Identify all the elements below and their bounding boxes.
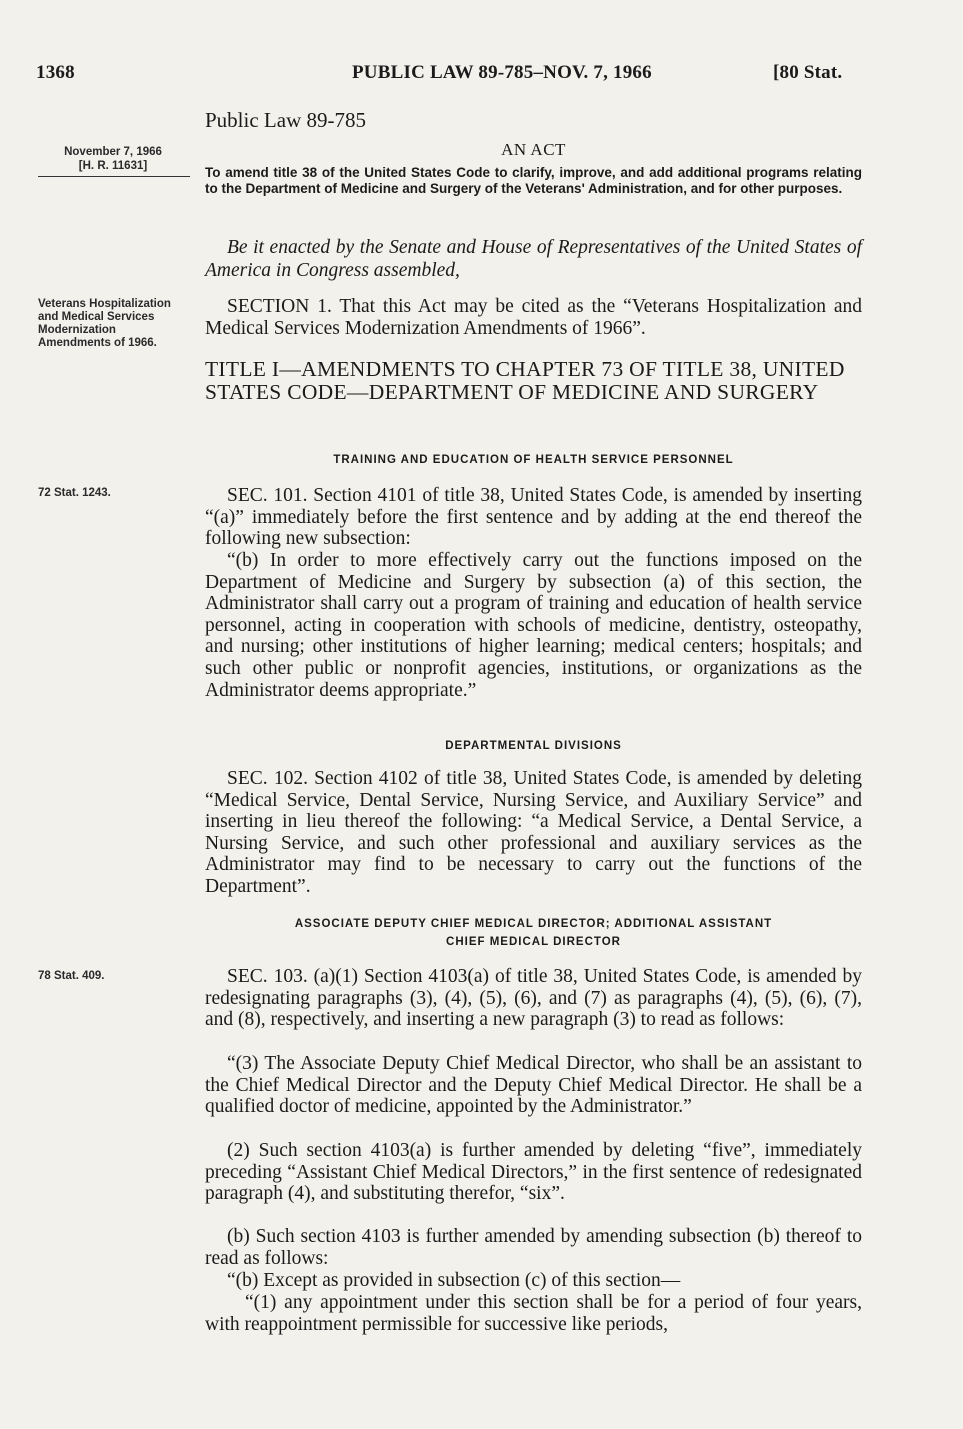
margin-stat-409: 78 Stat. 409. bbox=[38, 970, 105, 982]
sec101-subsection-b: “(b) In order to more effectively carry out the functions imposed on the Department of Medicine and Surgery by subsection (a) of this section, the Administrator shall carry out a program of training and education of health service personnel, acting in cooperation with schools of medicine, dentistry, osteopathy, and nursing; other institutions of higher learning; medical centers; hospitals; and such other public or nonprofit agencies, institutions, or organizations as the Administrator deems appropriate.” bbox=[205, 550, 862, 701]
sec103-a1-quote: “(3) The Associate Deputy Chief Medical Director, who shall be an assistant to the Chief Medical Director and the Deputy Chief Medical Director. He shall be a qualified doctor of medicine, appointed by the Administrator.” bbox=[205, 1053, 862, 1118]
margin-date: November 7, 1966 bbox=[64, 146, 162, 158]
act-heading: AN ACT bbox=[501, 140, 566, 159]
sec103-b-1: “(1) any appointment under this section shall be for a period of four years, with reappointment permissible for successive like periods, bbox=[205, 1292, 862, 1335]
margin-stat-1243: 72 Stat. 1243. bbox=[38, 487, 111, 499]
margin-short-title: Veterans Hospitalization and Medical Services Modernization Amendments of 1966. bbox=[38, 298, 171, 349]
heading-sec103-line1: ASSOCIATE DEPUTY CHIEF MEDICAL DIRECTOR; ADDITIONAL ASSISTANT bbox=[294, 918, 773, 930]
margin-bill: [H. R. 11631] bbox=[78, 160, 148, 172]
sec101-intro: SEC. 101. Section 4101 of title 38, United States Code, is amended by inserting “(a)” immediately before the first sentence and by adding at the end thereof the following new subsection: bbox=[205, 485, 862, 550]
heading-sec102: DEPARTMENTAL DIVISIONS bbox=[445, 740, 622, 752]
sec103-b-quote: “(b) Except as provided in subsection (c) of this section— bbox=[227, 1270, 681, 1291]
page-number: 1368 bbox=[36, 62, 75, 83]
sec103-a2: (2) Such section 4103(a) is further amended by deleting “five”, immediately preceding “Assistant Chief Medical Directors,” in the first sentence of redesignated paragraph (4), and substituting therefor, “six”. bbox=[205, 1140, 862, 1205]
sec103-b: (b) Such section 4103 is further amended by amending subsection (b) thereof to read as follows: bbox=[205, 1226, 862, 1269]
sec103-a1: SEC. 103. (a)(1) Section 4103(a) of title 38, United States Code, is amended by redesignating paragraphs (3), (4), (5), (6), and (7) as paragraphs (4), (5), (6), (7), and (8), respectively, and inserting a new paragraph (3) to read as follows: bbox=[205, 966, 862, 1031]
heading-sec103-line2: CHIEF MEDICAL DIRECTOR bbox=[446, 936, 621, 948]
margin-rule bbox=[38, 176, 190, 177]
act-purpose: To amend title 38 of the United States Code to clarify, improve, and add additional programs relating to the Department of Medicine and Surgery of the Veterans' Administration, and for other purposes. bbox=[205, 165, 862, 196]
stat-reference: [80 Stat. bbox=[773, 62, 843, 83]
heading-sec101: TRAINING AND EDUCATION OF HEALTH SERVICE PERSONNEL bbox=[333, 454, 734, 466]
law-label: Public Law 89-785 bbox=[205, 108, 366, 132]
sec102: SEC. 102. Section 4102 of title 38, United States Code, is amended by deleting “Medical Service, Dental Service, Nursing Service, and Auxiliary Service” and inserting in lieu thereof the following: “a Medical Service, a Dental Service, a Nursing Service, and such other professional and auxiliary services as the Administrator may find to be necessary to carry out the functions of the Department”. bbox=[205, 768, 862, 897]
title-heading: TITLE I—AMENDMENTS TO CHAPTER 73 OF TITLE 38, UNITED STATES CODE—DEPARTMENT OF MEDICINE AND SURGERY bbox=[205, 357, 845, 404]
section-1: SECTION 1. That this Act may be cited as the “Veterans Hospitalization and Medical Services Modernization Amendments of 1966”. bbox=[205, 296, 862, 339]
running-title: PUBLIC LAW 89-785–NOV. 7, 1966 bbox=[352, 62, 652, 83]
enacting-clause: Be it enacted by the Senate and House of Representatives of the United States of America in Congress assembled, bbox=[205, 237, 862, 281]
